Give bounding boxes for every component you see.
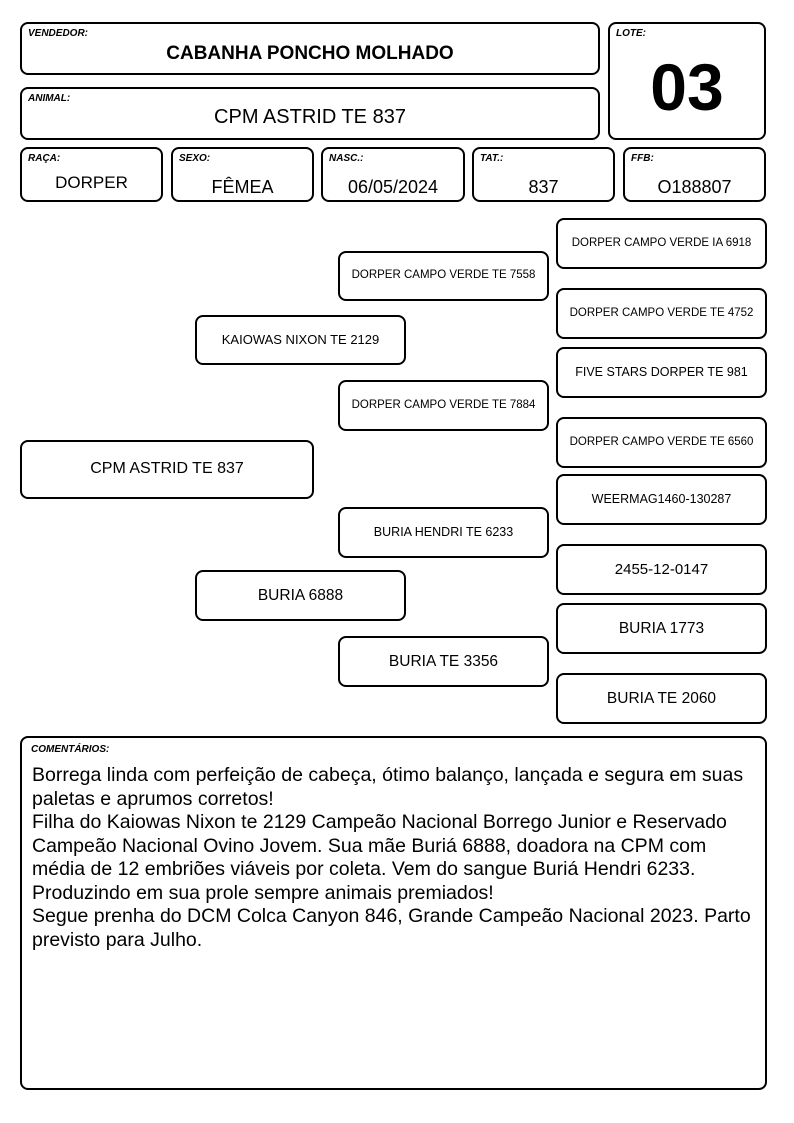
tat-value: 837 (528, 177, 559, 197)
ffb-box (623, 147, 766, 202)
pedigree-dam-name: BURIA 6888 (257, 586, 344, 604)
pedigree-dam-dam (338, 636, 549, 687)
pedigree-dam-sire (338, 507, 549, 558)
pedigree-sire-name: KAIOWAS NIXON TE 2129 (221, 331, 380, 347)
nasc-value: 06/05/2024 (347, 177, 439, 197)
comments-label: COMENTÁRIOS: (31, 744, 110, 755)
pedigree-ggp-7 (556, 603, 767, 654)
pedigree-sire-dam (338, 380, 549, 431)
pedigree-ggp-6-name: 2455-12-0147 (614, 560, 709, 578)
pedigree-animal-name: CPM ASTRID TE 837 (90, 460, 244, 478)
raca-value: DORPER (55, 173, 128, 192)
pedigree-ggp-8-name: BURIA TE 2060 (606, 689, 717, 707)
lote-label: LOTE: (616, 28, 646, 39)
tat-box (472, 147, 615, 202)
pedigree-ggp-2-name: DORPER CAMPO VERDE TE 4752 (569, 306, 754, 319)
sexo-box (171, 147, 314, 202)
nasc-label: NASC.: (329, 153, 364, 164)
vendedor-label: VENDEDOR: (28, 28, 89, 39)
ffb-value: O188807 (657, 177, 732, 197)
raca-label: RAÇA: (28, 153, 61, 164)
comments-box (20, 736, 767, 1090)
animal-label: ANIMAL: (28, 93, 71, 104)
vendedor-value: CABANHA PONCHO MOLHADO (166, 43, 454, 64)
pedigree-sire-sire (338, 251, 549, 301)
pedigree-animal (20, 440, 314, 499)
pedigree-ggp-5-name: WEERMAG1460-130287 (591, 492, 732, 507)
pedigree-ggp-4 (556, 417, 767, 468)
nasc-box (321, 147, 465, 202)
pedigree-ggp-5 (556, 474, 767, 525)
pedigree-dam (195, 570, 406, 621)
pedigree-ggp-2 (556, 288, 767, 339)
pedigree-dam-sire-name: BURIA HENDRI TE 6233 (373, 525, 514, 540)
pedigree-sire (195, 315, 406, 365)
pedigree-sire-sire-name: DORPER CAMPO VERDE TE 7558 (351, 269, 536, 282)
lote-box (608, 22, 766, 140)
pedigree-ggp-8 (556, 673, 767, 724)
ffb-label: FFB: (631, 153, 654, 164)
pedigree-ggp-3 (556, 347, 767, 398)
animal-box (20, 87, 600, 140)
lote-value: 03 (650, 50, 724, 124)
pedigree-ggp-3-name: FIVE STARS DORPER TE 981 (575, 365, 748, 380)
pedigree-sire-dam-name: DORPER CAMPO VERDE TE 7884 (351, 398, 536, 411)
pedigree-ggp-1-name: DORPER CAMPO VERDE IA 6918 (571, 236, 752, 249)
sexo-label: SEXO: (179, 153, 211, 164)
pedigree-ggp-6 (556, 544, 767, 595)
pedigree-dam-dam-name: BURIA TE 3356 (388, 652, 499, 670)
comments-text: Borrega linda com perfeição de cabeça, ótimo balanço, lançada e segura em suas paletas e aprumos corretos! Filha do Kaiowas Nixon te 2129 Campeão Nacional Borrego Junior e Reservado Campeão Nacional Ovino Jovem. Sua mãe Buriá 6888, doadora na CPM com média de 12 embriões viáveis por coleta. Vem do sangue Buriá Hendri 6233. Produzindo em sua prole sempre animais premiados! Segue prenha do DCM Colca Canyon 846, Grande Campeão Nacional 2023. Parto previsto para Julho. (32, 764, 751, 951)
tat-label: TAT.: (480, 153, 504, 164)
raca-box (20, 147, 163, 202)
animal-value: CPM ASTRID TE 837 (214, 106, 406, 128)
sexo-value: FÊMEA (211, 177, 274, 197)
pedigree-ggp-4-name: DORPER CAMPO VERDE TE 6560 (569, 435, 754, 448)
pedigree-ggp-1 (556, 218, 767, 269)
pedigree-ggp-7-name: BURIA 1773 (618, 619, 705, 637)
vendedor-box (20, 22, 600, 75)
